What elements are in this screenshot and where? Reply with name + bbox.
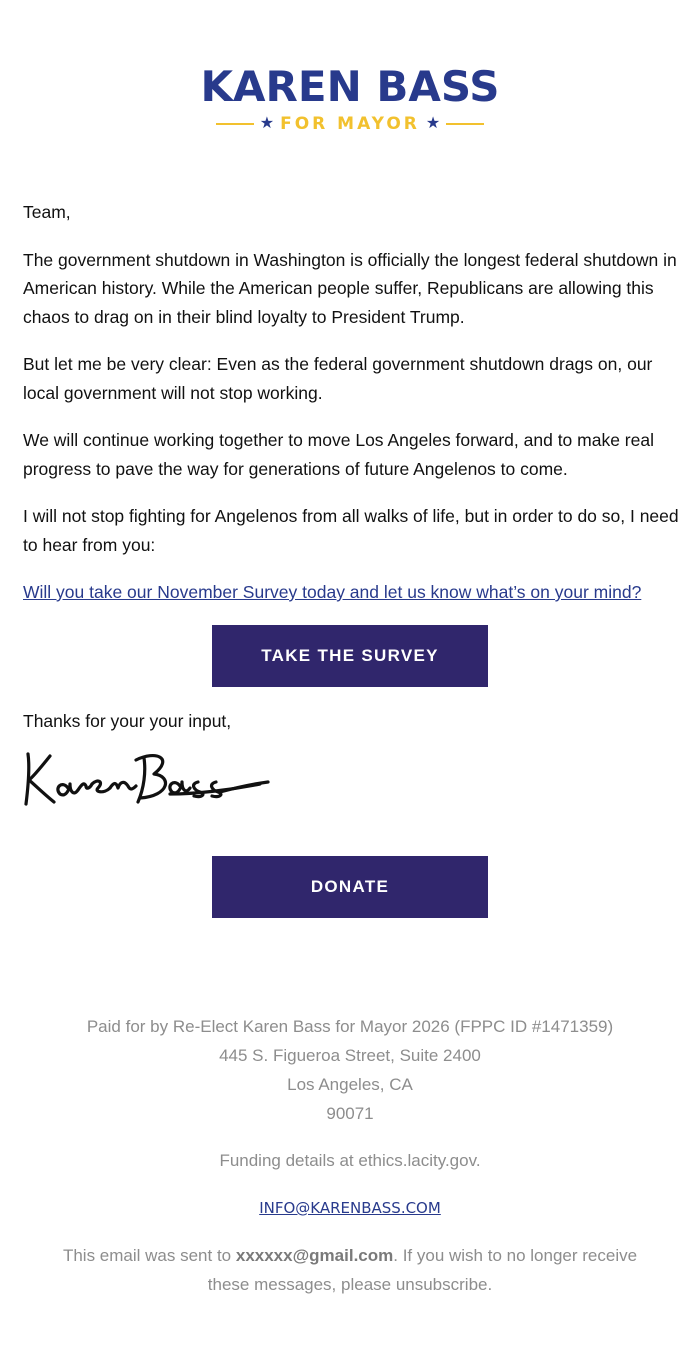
signature [20, 748, 270, 810]
greeting: Team, [23, 202, 71, 222]
funding-details: Funding details at ethics.lacity.gov. [219, 1151, 481, 1170]
body-paragraph: I will not stop fighting for Angelenos from all walks of life, but in order to do so, I need to hear from you: [23, 506, 679, 555]
star-icon: ★ [425, 115, 441, 132]
address-line: 445 S. Figueroa Street, Suite 2400 [219, 1046, 481, 1065]
sent-suffix: . If you wish to no longer receive these messages, please unsubscribe. [207, 1246, 638, 1294]
body-paragraph: The government shutdown in Washington is officially the longest federal shutdown in American history. While the American people suffer, Republicans are allowing this chaos to drag on in their blind loyalty to President Trump. [23, 249, 677, 327]
logo-right-rule [446, 123, 484, 125]
body-paragraph: We will continue working together to move Los Angeles forward, and to make real progress to pave the way for generations of future Angelenos to come. [23, 430, 654, 479]
paid-for-disclaimer: Paid for by Re-Elect Karen Bass for Mayor 2026 (FPPC ID #1471359) [86, 1017, 614, 1036]
body-paragraph: But let me be very clear: Even as the federal government shutdown drags on, our local government will not stop working. [23, 354, 653, 403]
closing-text: Thanks for your your input, [23, 711, 232, 731]
campaign-logo [0, 62, 700, 134]
logo-subtitle-row [0, 114, 700, 134]
logo-left-rule [216, 123, 254, 125]
survey-link[interactable]: Will you take our November Survey today and let us know what’s on your mind? [23, 582, 642, 602]
footer [0, 1012, 700, 1299]
logo-subtitle: FOR MAYOR [280, 114, 420, 134]
email-body [23, 198, 683, 626]
sent-prefix: This email was sent to [62, 1246, 236, 1265]
address-city: Los Angeles, CA [287, 1075, 413, 1094]
contact-email-link[interactable]: INFO@KARENBASS.COM [259, 1199, 441, 1217]
donate-button[interactable]: DONATE [212, 856, 488, 918]
star-icon: ★ [259, 115, 275, 132]
address-zip: 90071 [326, 1104, 374, 1123]
take-survey-button[interactable]: TAKE THE SURVEY [212, 625, 488, 687]
logo-title: KAREN BASS [200, 62, 500, 111]
sent-notice [0, 1241, 700, 1299]
recipient-email: xxxxxx@gmail.com [235, 1246, 394, 1265]
